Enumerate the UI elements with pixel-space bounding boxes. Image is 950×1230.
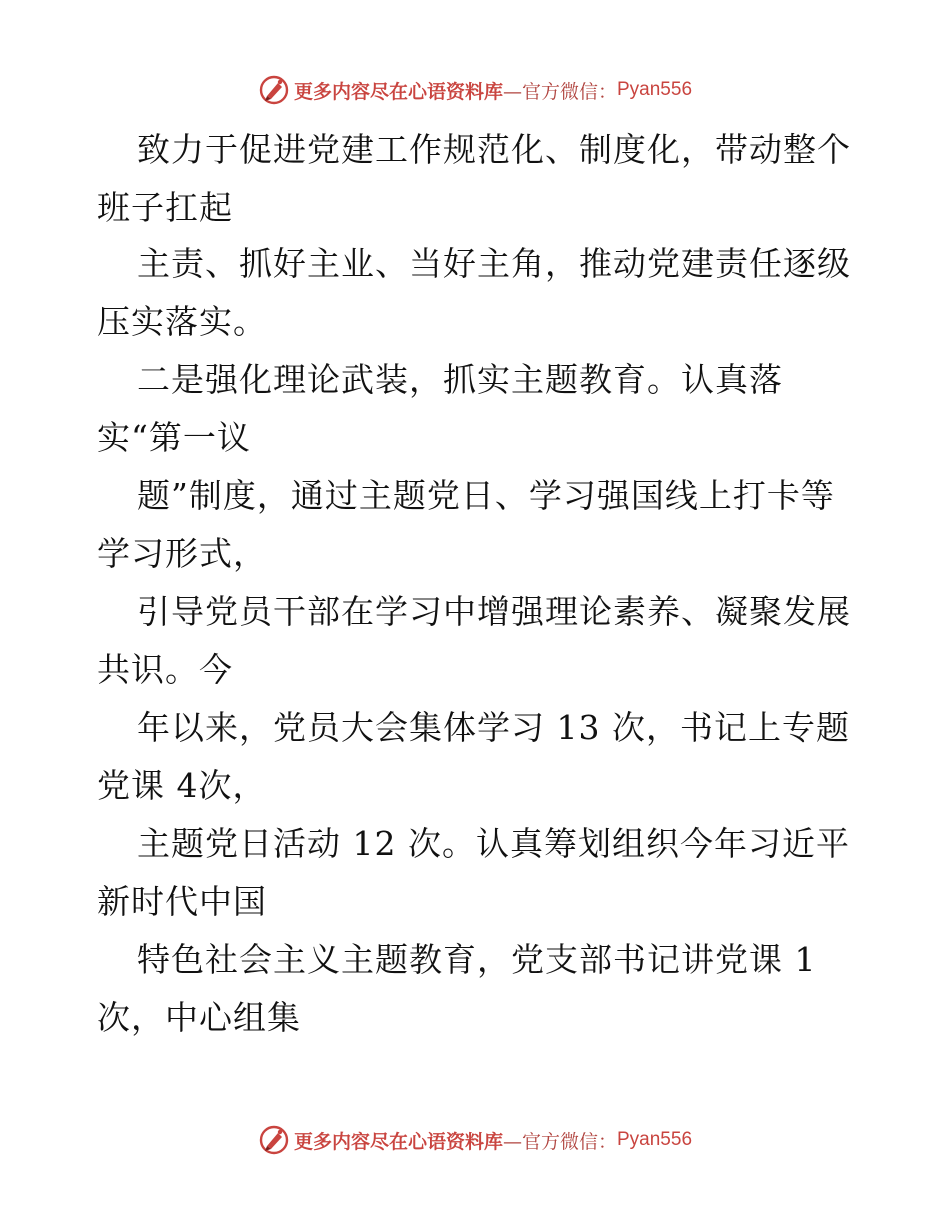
body-line: 引导党员干部在学习中增强理论素养、凝聚发展 xyxy=(137,592,851,631)
body-line: 实“第一议 xyxy=(97,418,251,457)
pen-logo-icon xyxy=(258,1124,290,1156)
body-line: 题”制度，通过主题党日、学习强国线上打卡等 xyxy=(137,476,835,515)
body-line: 压实落实。 xyxy=(97,302,267,341)
body-line: 共识。今 xyxy=(97,650,233,689)
body-line: 党课 4次， xyxy=(97,766,267,805)
body-line: 班子扛起 xyxy=(97,188,233,227)
body-line: 新时代中国 xyxy=(97,882,267,921)
body-line: 次，中心组集 xyxy=(97,998,301,1037)
body-line: 致力于促进党建工作规范化、制度化，带动整个 xyxy=(137,130,851,169)
body-line: 主题党日活动 12 次。认真筹划组织今年习近平 xyxy=(137,824,850,863)
banner-main-text: 更多内容尽在心语资料库 xyxy=(293,80,503,103)
body-line: 主责、抓好主业、当好主角，推动党建责任逐级 xyxy=(137,244,851,283)
banner-wechat-id: Pyan556 xyxy=(617,79,693,100)
body-line: 二是强化理论武装，抓实主题教育。认真落 xyxy=(137,360,783,399)
body-line: 年以来，党员大会集体学习 13 次，书记上专题 xyxy=(137,708,850,747)
banner-sub-text: —官方微信： xyxy=(502,80,617,103)
banner-main-text: 更多内容尽在心语资料库 xyxy=(293,1130,503,1153)
body-line: 学习形式， xyxy=(97,534,267,573)
body-line: 特色社会主义主题教育，党支部书记讲党课 1 xyxy=(137,940,817,979)
footer-banner xyxy=(0,1120,950,1160)
pen-logo-icon xyxy=(258,74,290,106)
banner-wechat-id: Pyan556 xyxy=(617,1129,693,1150)
banner-sub-text: —官方微信： xyxy=(502,1130,617,1153)
header-banner xyxy=(0,70,950,110)
